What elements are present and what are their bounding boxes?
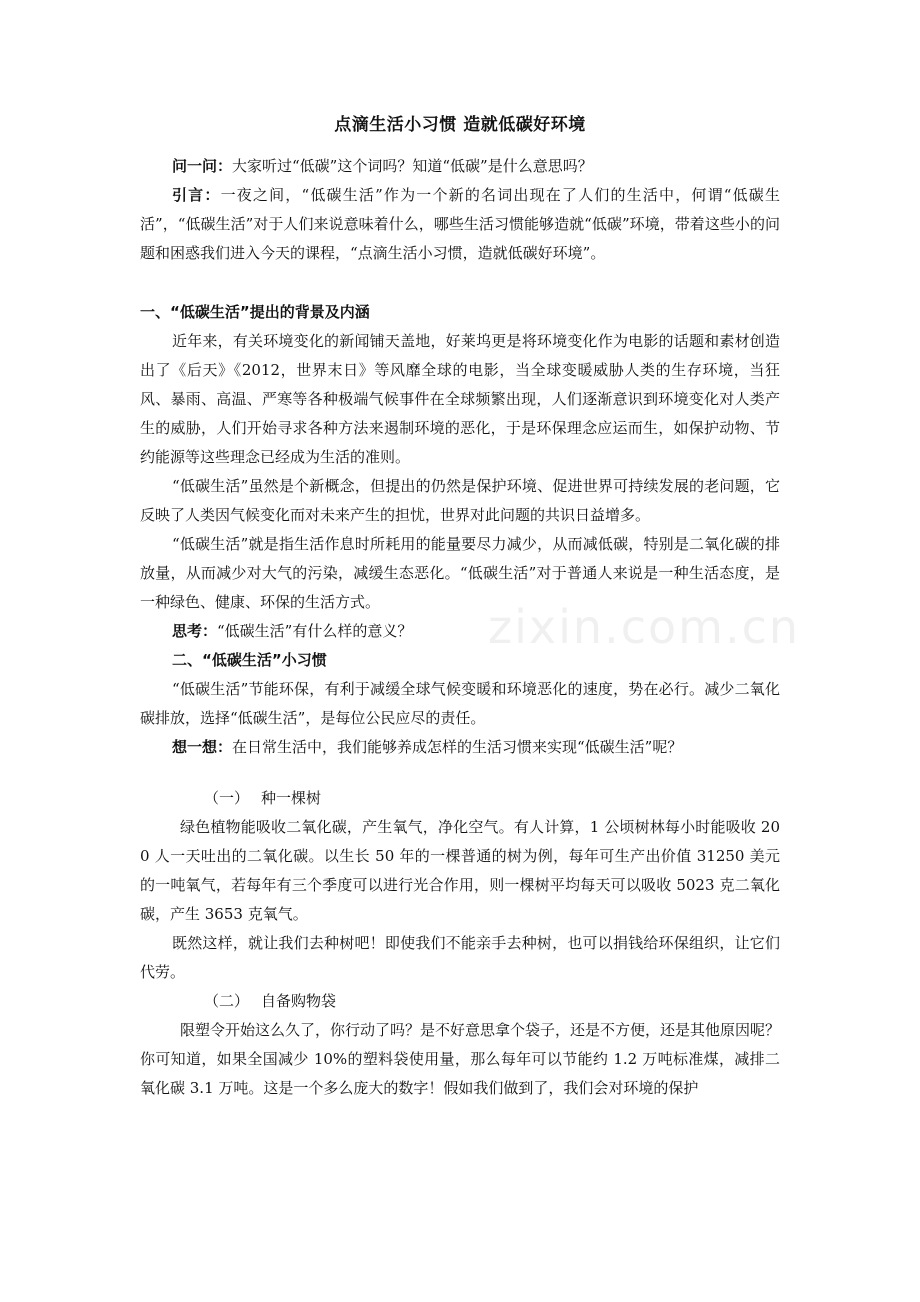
item1-paragraph-1: 绿色植物能吸收二氧化碳，产生氧气，净化空气。有人计算，1 公顷树林每小时能吸收 200 人一天吐出的二氧化碳。以生长 50 年的一棵普通的树为例，每年可生产出价值 31250 美元的一吨氧气，若每年有三个季度可以进行光合作用，则一棵树平均每天可以吸收 5023 克二氧化碳，产生 3653 克氧气。 bbox=[140, 818, 780, 923]
item2-heading bbox=[140, 987, 780, 1016]
watermark: zixin.com.cn bbox=[488, 600, 801, 654]
item1-title: 种一棵树 bbox=[261, 789, 322, 807]
reflect-paragraph bbox=[140, 733, 780, 762]
question-paragraph bbox=[140, 152, 780, 181]
item1-number: （一） bbox=[204, 789, 250, 807]
section1-paragraph-1: 近年来，有关环境变化的新闻铺天盖地，好莱坞更是将环境变化作为电影的话题和素材创造出了《后天》《2012，世界末日》等风靡全球的电影，当全球变暖威胁人类的生存环境，当狂风、暴雨、高温、严寒等各种极端气候事件在全球频繁出现，人们逐渐意识到环境变化对人类产生的威胁，人们开始寻求各种方法来遏制环境的恶化，于是环保理念应运而生，如保护动物、节约能源等这些理念已经成为生活的准则。 bbox=[140, 332, 780, 466]
intro-label: 引言： bbox=[172, 186, 221, 204]
item1-paragraph-2: 既然这样，就让我们去种树吧！即使我们不能亲手去种树，也可以捐钱给环保组织，让它们代劳。 bbox=[140, 934, 780, 981]
section1-paragraph-2: “低碳生活”虽然是个新概念，但提出的仍然是保护环境、促进世界可持续发展的老问题，它反映了人类因气候变化而对未来产生的担忧，世界对此问题的共识日益增多。 bbox=[140, 477, 780, 524]
section1-paragraph-3: “低碳生活”就是指生活作息时所耗用的能量要尽力减少，从而减低碳，特别是二氧化碳的排放量，从而减少对大气的污染，减缓生态恶化。“低碳生活”对于普通人来说是一种生活态度，是一种绿色、健康、环保的生活方式。 bbox=[140, 535, 780, 611]
think-text: “低碳生活”有什么样的意义？ bbox=[217, 622, 413, 640]
question-label: 问一问： bbox=[172, 157, 233, 175]
item2-title: 自备购物袋 bbox=[261, 992, 337, 1010]
think-paragraph bbox=[140, 617, 780, 646]
section1-heading: 一、“低碳生活”提出的背景及内涵 bbox=[140, 303, 370, 321]
question-text: 大家听过“低碳”这个词吗？知道“低碳”是什么意思吗？ bbox=[232, 157, 593, 175]
document-content bbox=[140, 108, 780, 1103]
reflect-label: 想一想： bbox=[172, 738, 233, 756]
section2-paragraph-1: “低碳生活”节能环保，有利于减缓全球气候变暖和环境恶化的速度，势在必行。减少二氧化碳排放，选择“低碳生活”，是每位公民应尽的责任。 bbox=[140, 680, 780, 727]
reflect-text: 在日常生活中，我们能够养成怎样的生活习惯来实现“低碳生活”呢？ bbox=[232, 738, 683, 756]
item2-paragraph-1: 限塑令开始这么久了，你行动了吗？是不好意思拿个袋子，还是不方便，还是其他原因呢？你可知道，如果全国减少 10%的塑料袋使用量，那么每年可以节能约 1.2 万吨标准煤，减排二氧化碳 3.1 万吨。这是一个多么庞大的数字！假如我们做到了，我们会对环境的保护 bbox=[140, 1021, 781, 1097]
think-label: 思考： bbox=[172, 622, 218, 640]
intro-paragraph bbox=[140, 181, 780, 268]
spacer bbox=[140, 268, 780, 298]
intro-text: 一夜之间，“低碳生活”作为一个新的名词出现在了人们的生活中，何谓“低碳生活”，“低碳生活”对于人们来说意味着什么，哪些生活习惯能够造就“低碳”环境，带着这些小的问题和困惑我们进入今天的课程，“点滴生活小习惯，造就低碳好环境”。 bbox=[140, 186, 780, 262]
item1-heading bbox=[140, 784, 780, 813]
spacer bbox=[140, 762, 780, 784]
section2-heading: 二、“低碳生活”小习惯 bbox=[172, 651, 327, 669]
item2-number: （二） bbox=[204, 992, 250, 1010]
page-title: 点滴生活小习惯 造就低碳好环境 bbox=[334, 115, 586, 135]
